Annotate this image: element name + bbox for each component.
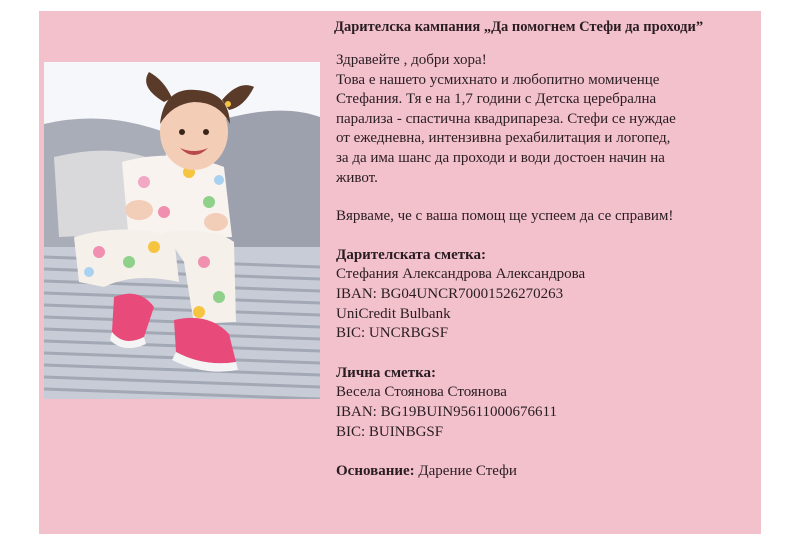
personal-account-heading: Лична сметка: — [336, 364, 436, 381]
donation-account-name: Стефания Александрова Александрова — [336, 266, 586, 283]
campaign-title: Дарителска кампания „Да помогнем Стефи да проходи” — [334, 19, 704, 35]
flyer-text — [336, 51, 756, 482]
payment-basis — [336, 462, 756, 482]
payment-basis-label: Основание: — [336, 463, 415, 480]
belief-statement: Вярваме, че с ваша помощ ще успеем да се справим! — [336, 208, 674, 225]
donation-account-heading: Дарителската сметка: — [336, 246, 487, 263]
donation-account-bank: UniCredit Bulbank — [336, 305, 451, 322]
greeting: Здравейте , добри хора! — [336, 52, 487, 68]
child-photo — [44, 62, 320, 399]
intro-paragraph: Това е нашето усмихнато и любопитно момиченце Стефания. Тя е на 1,7 години с Детска церебрална парализа - спастична квадрипареза. Стефи се нуждае от ежедневна, интензивна рехабилитация и логопед, за да има шанс да проходи и води достоен начин на живот. — [336, 71, 676, 186]
donation-account-bic: BIC: UNCRBGSF — [336, 325, 449, 342]
payment-basis-value: Дарение Стефи — [414, 463, 517, 480]
flyer — [39, 11, 761, 534]
personal-account-name: Весела Стоянова Стоянова — [336, 384, 507, 401]
donation-account-iban: IBAN: BG04UNCR70001526270263 — [336, 285, 564, 302]
personal-account-iban: IBAN: BG19BUIN95611000676611 — [336, 403, 557, 420]
personal-account-bic: BIC: BUINBGSF — [336, 423, 444, 440]
